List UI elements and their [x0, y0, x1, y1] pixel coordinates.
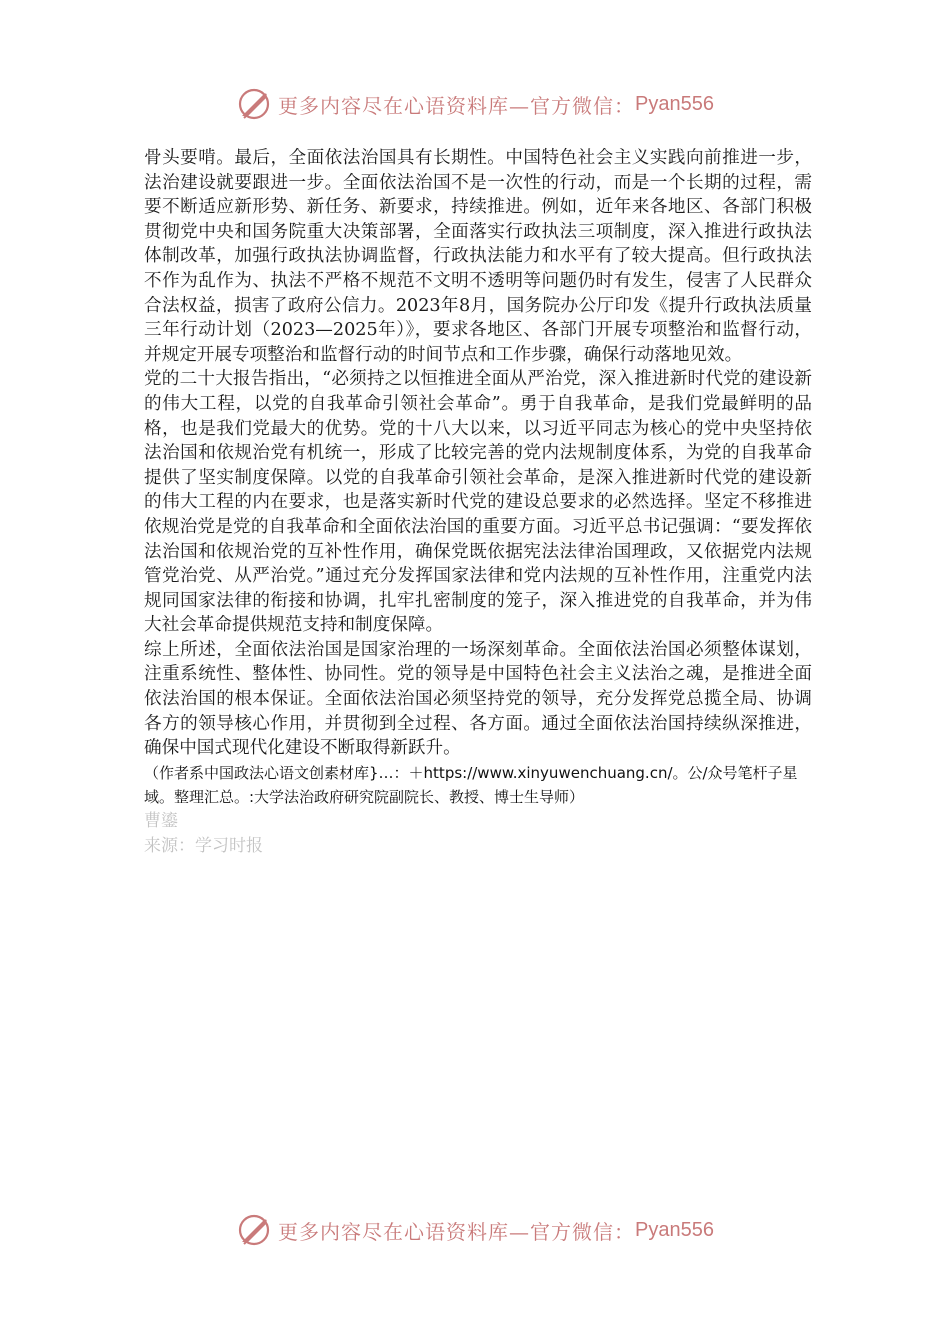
footer-banner: [0, 1210, 950, 1250]
header-banner: [0, 84, 950, 124]
paragraph: 骨头要啃。最后，全面依法治国具有长期性。中国特色社会主义实践向前推进一步，法治建设就要跟进一步。全面依法治国不是一次性的行动，而是一个长期的过程，需要不断适应新形势、新任务、新要求，持续推进。例如，近年来各地区、各部门积极贯彻党中央和国务院重大决策部署，全面落实行政执法三项制度，深入推进行政执法体制改革，加强行政执法协调监督，行政执法能力和水平有了较大提高。但行政执法不作为乱作为、执法不严格不规范不文明不透明等问题仍时有发生，侵害了人民群众合法权益，损害了政府公信力。2023年8月，国务院办公厅印发《提升行政执法质量三年行动计划（2023—2025年）》，要求各地区、各部门开展专项整治和监督行动，并规定开展专项整治和监督行动的时间节点和工作步骤，确保行动落地见效。: [144, 148, 812, 365]
author-name: 曹鎏: [144, 810, 178, 831]
paragraph: 党的二十大报告指出，“必须持之以恒推进全面从严治党，深入推进新时代党的建设新的伟大工程，以党的自我革命引领社会革命”。勇于自我革命，是我们党最鲜明的品格，也是我们党最大的优势。党的十八大以来，以习近平同志为核心的党中央坚持依法治国和依规治党有机统一，形成了比较完善的党内法规制度体系，为党的自我革命提供了坚实制度保障。以党的自我革命引领社会革命，是深入推进新时代党的建设新的伟大工程的内在要求，也是落实新时代党的建设总要求的必然选择。坚定不移推进依规治党是党的自我革命和全面依法治国的重要方面。习近平总书记强调：“要发挥依法治国和依规治党的互补性作用，确保党既依据宪法法律治国理政，又依据党内法规管党治党、从严治党。”通过充分发挥国家法律和党内法规的互补性作用，注重党内法规同国家法律的衔接和协调，扎牢扎密制度的笼子，深入推进党的自我革命，并为伟大社会革命提供规范支持和制度保障。: [144, 369, 812, 636]
source-line: 来源：学习时报: [144, 835, 263, 856]
author-note: （作者系中国政法心语文创素材库}…：＋https://www.xinyuwenchuang.cn/。公/众号笔杆子星域。整理汇总。:大学法治政府研究院副院长、教授、博士生导师）: [144, 763, 798, 806]
quill-logo-icon: [236, 86, 272, 122]
quill-logo-icon: [236, 1212, 272, 1248]
banner-wechat-id: Pyan556: [635, 1218, 714, 1241]
banner-text: 更多内容尽在心语资料库—官方微信：: [278, 93, 636, 118]
banner-wechat-id: Pyan556: [635, 92, 714, 115]
paragraph: 综上所述，全面依法治国是国家治理的一场深刻革命。全面依法治国必须整体谋划，注重系统性、整体性、协同性。党的领导是中国特色社会主义法治之魂，是推进全面依法治国的根本保证。全面依法治国必须坚持党的领导，充分发挥党总揽全局、协调各方的领导核心作用，并贯彻到全过程、各方面。通过全面依法治国持续纵深推进，确保中国式现代化建设不断取得新跃升。: [144, 639, 812, 759]
article-body: [144, 146, 812, 859]
banner-text: 更多内容尽在心语资料库—官方微信：: [278, 1219, 636, 1244]
